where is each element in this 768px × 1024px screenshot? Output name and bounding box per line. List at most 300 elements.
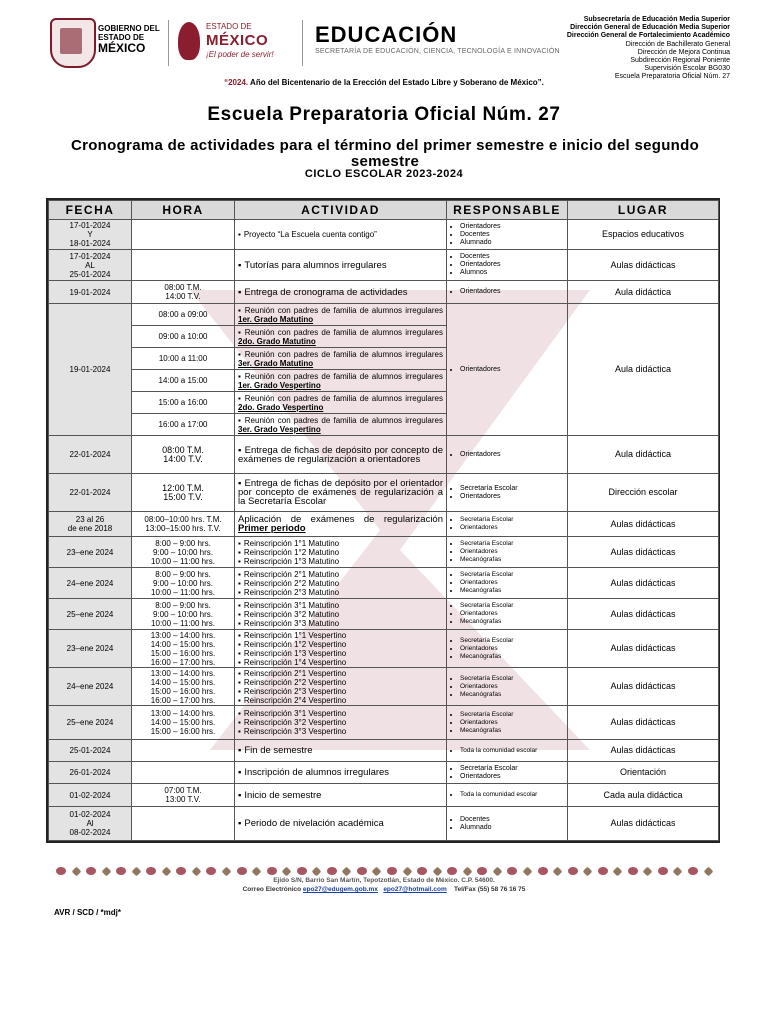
- cell-responsable: [447, 512, 568, 537]
- gob-line2: ESTADO DE: [98, 33, 145, 42]
- actividad-text: Reinscripción 3°2 Vespertino: [243, 718, 347, 727]
- table-row: [49, 281, 719, 304]
- fecha-line: 24–ene 2024: [66, 578, 114, 588]
- hora-line: 15:00 T.V.: [163, 491, 203, 502]
- actividad-line: [238, 658, 443, 667]
- ornament-icon: [507, 867, 517, 875]
- cell-fecha: [49, 281, 132, 304]
- responsable-list: [450, 516, 564, 532]
- cell-fecha: [49, 630, 132, 668]
- cell-fecha: [49, 436, 132, 474]
- col-header-fecha: FECHA: [49, 201, 132, 220]
- ornament-icon: [297, 867, 307, 875]
- ornament-icon: [538, 867, 548, 875]
- responsable-item: • Toda la comunidad escolar: [460, 791, 564, 799]
- fecha-line: AL: [85, 260, 95, 270]
- fecha-line: 19-01-2024: [69, 365, 111, 374]
- actividad-text: Reinscripción 2°2 Vespertino: [243, 677, 347, 687]
- ornament-icon: [568, 867, 578, 875]
- hora-line: 14:00 – 15:00 hrs.: [150, 677, 216, 687]
- actividad-text: Reinscripción 2°3 Vespertino: [243, 686, 347, 696]
- gob-line1: GOBIERNO DEL: [98, 24, 160, 33]
- actividad-line: [238, 394, 443, 412]
- actividad-text: Periodo de nivelación académica: [244, 818, 384, 829]
- hora-line: 09:00 a 10:00: [158, 332, 208, 341]
- cell-actividad: [235, 807, 447, 841]
- ornament-icon: [402, 866, 412, 876]
- estado-mark-icon: [178, 22, 200, 60]
- actividad-text: Reinscripción 2°3 Matutino: [243, 587, 340, 597]
- cell-hora: [132, 668, 235, 706]
- email-link-1[interactable]: epo27@edugem.gob.mx: [302, 886, 378, 893]
- responsable-item: • Orientadores: [460, 548, 564, 556]
- actividad-line: [238, 669, 443, 678]
- cell-hora: [132, 392, 235, 414]
- cell-responsable: [447, 220, 568, 250]
- hora-line: 13:00 – 14:00 hrs.: [150, 668, 216, 678]
- actividad-line: [238, 416, 443, 434]
- cell-fecha: [49, 668, 132, 706]
- responsable-list: [450, 711, 564, 735]
- cell-lugar: Aulas didácticas: [568, 250, 719, 281]
- actividad-group: 1er. Grado Vespertino: [238, 380, 321, 390]
- responsable-list: [450, 485, 564, 501]
- responsable-item: • Secretaría Escolar: [460, 711, 564, 719]
- ornament-icon: [357, 867, 367, 875]
- dep-line: Escuela Preparatoria Oficial Núm. 27: [614, 73, 730, 81]
- hora-line: 08:00 T.M.: [164, 283, 202, 292]
- fecha-line: 19-01-2024: [69, 287, 111, 297]
- ornament-icon: [658, 867, 668, 875]
- actividad-group: 2do. Grado Vespertino: [238, 402, 324, 412]
- school-title: Escuela Preparatoria Oficial Núm. 27: [207, 104, 561, 125]
- actividad-line: [238, 588, 443, 597]
- fecha-line: Y: [87, 230, 93, 239]
- responsable-item: • Mecanógrafas: [460, 556, 564, 564]
- col-header-lugar: LUGAR: [568, 201, 719, 220]
- cell-lugar: Aulas didácticas: [568, 568, 719, 599]
- actividad-line: [238, 479, 443, 506]
- cell-responsable: [447, 474, 568, 512]
- actividad-text: Reinscripción 3°1 Vespertino: [243, 709, 347, 718]
- actividad-text: Reinscripción 2°1 Vespertino: [243, 668, 347, 678]
- cell-hora: [132, 370, 235, 392]
- cell-lugar: Aula didáctica: [568, 304, 719, 436]
- actividad-text: Reinscripción 3°2 Matutino: [243, 609, 340, 619]
- actividad-line: [238, 261, 443, 270]
- actividad-line: [238, 570, 443, 579]
- cell-hora: [132, 762, 235, 784]
- actividad-text: Tutorías para alumnos irregulares: [244, 259, 387, 271]
- cell-fecha: [49, 537, 132, 568]
- actividad-text: Inicio de semestre: [244, 789, 322, 801]
- col-header-responsable: RESPONSABLE: [447, 201, 568, 220]
- hora-line: 14:00 – 15:00 hrs.: [150, 639, 216, 649]
- table-row: [49, 512, 719, 537]
- dep-line: Dirección General de Fortalecimiento Académico: [566, 32, 730, 40]
- responsable-item: • Orientadores: [460, 683, 564, 691]
- ornament-icon: [523, 866, 533, 876]
- email-link-2[interactable]: epo27@hotmail.com: [383, 886, 447, 893]
- table-row: [49, 474, 719, 512]
- responsable-item: • Orientadores: [460, 645, 564, 653]
- dep-line: Dirección General de Educación Media Superior: [570, 24, 730, 32]
- fecha-line: de ene 2018: [67, 524, 113, 533]
- ornament-icon: [432, 866, 442, 876]
- responsable-list: [450, 451, 564, 459]
- responsable-list: [450, 747, 564, 755]
- ornament-icon: [477, 867, 487, 875]
- responsable-item: • Secretaría Escolar: [460, 765, 564, 773]
- actividad-line: [238, 791, 443, 800]
- responsable-list: [450, 571, 564, 595]
- responsable-item: • Secretaría Escolar: [460, 675, 564, 683]
- col-header-hora: HORA: [132, 201, 235, 220]
- cell-responsable: [447, 784, 568, 807]
- cell-hora: [132, 630, 235, 668]
- footer-contact: [0, 886, 768, 893]
- fecha-line: 25–ene 2024: [66, 609, 114, 619]
- responsable-list: [450, 223, 564, 247]
- actividad-line: [238, 718, 443, 727]
- actividad-line: [238, 306, 443, 324]
- cell-actividad: [235, 436, 447, 474]
- cell-actividad: [235, 414, 447, 436]
- cell-hora: [132, 512, 235, 537]
- ornament-icon: [688, 867, 698, 875]
- ornament-icon: [237, 867, 247, 875]
- responsable-list: [450, 602, 564, 626]
- dependency-list: [490, 16, 730, 82]
- fecha-line: 25-01-2024: [69, 746, 111, 755]
- table-row: [49, 304, 719, 326]
- actividad-text: Reunión con padres de familia de alumnos irregulares: [244, 305, 443, 315]
- ornament-icon: [643, 866, 653, 876]
- cell-lugar: Aula didáctica: [568, 281, 719, 304]
- cell-actividad: [235, 599, 447, 630]
- responsable-item: • Mecanógrafas: [460, 653, 564, 661]
- fecha-line: 01-02-2024: [69, 810, 111, 819]
- cell-actividad: [235, 281, 447, 304]
- responsable-item: • Secretaría Escolar: [460, 602, 564, 610]
- actividad-line: [238, 746, 443, 755]
- hora-line: 08:00–10:00 hrs. T.M.: [144, 515, 222, 524]
- table-row: [49, 762, 719, 784]
- hora-line: 15:00 – 16:00 hrs.: [150, 727, 216, 736]
- cell-hora: [132, 537, 235, 568]
- hora-line: 14:00 T.V.: [163, 453, 203, 464]
- cell-hora: [132, 414, 235, 436]
- ornament-icon: [327, 867, 337, 875]
- hora-line: 14:00 a 15:00: [158, 376, 208, 385]
- hora-line: 8:00 – 9:00 hrs.: [155, 600, 211, 610]
- motto-year: “2024.: [224, 78, 249, 87]
- responsable-item: • Orientadores: [460, 261, 564, 269]
- cell-fecha: [49, 762, 132, 784]
- hora-line: 12:00 T.M.: [162, 482, 204, 493]
- cell-fecha: [49, 512, 132, 537]
- actividad-text: Reunión con padres de familia de alumnos irregulares: [244, 371, 443, 381]
- cell-responsable: [447, 762, 568, 784]
- cell-actividad: [235, 762, 447, 784]
- cell-lugar: Aulas didácticas: [568, 599, 719, 630]
- cell-fecha: [49, 740, 132, 762]
- responsable-list: [450, 540, 564, 564]
- motto-text: Año del Bicentenario de la Erección del Estado Libre y Soberano de México”.: [248, 78, 544, 87]
- author-initials: AVR / SCD / *mdj*: [54, 908, 121, 917]
- footer-ornament-band: [56, 864, 712, 878]
- hora-line: 9:00 – 10:00 hrs.: [152, 609, 214, 619]
- divider: [302, 20, 303, 66]
- ornament-icon: [583, 866, 593, 876]
- actividad-line: [238, 678, 443, 687]
- table-row: [49, 784, 719, 807]
- ornament-icon: [372, 866, 382, 876]
- edo-small: ESTADO DE: [206, 22, 252, 31]
- hora-line: 16:00 – 17:00 hrs.: [150, 695, 216, 705]
- ornament-icon: [342, 866, 352, 876]
- responsable-item: • Mecanógrafas: [460, 618, 564, 626]
- responsable-list: [450, 765, 564, 781]
- actividad-text: Reinscripción 1°3 Vespertino: [243, 648, 347, 658]
- cell-actividad: [235, 568, 447, 599]
- gob-line3: MÉXICO: [98, 41, 146, 55]
- table-row: [49, 630, 719, 668]
- hora-line: 13:00 – 14:00 hrs.: [150, 630, 216, 640]
- table-row: [49, 436, 719, 474]
- actividad-text: Reinscripción 2°2 Matutino: [243, 578, 340, 588]
- cell-hora: [132, 807, 235, 841]
- actividad-line: [238, 768, 443, 777]
- actividad-line: [238, 601, 443, 610]
- cell-actividad: [235, 740, 447, 762]
- ornament-icon: [71, 866, 81, 876]
- actividad-text: Reinscripción 2°4 Vespertino: [243, 695, 347, 705]
- actividad-group: 3er. Grado Vespertino: [238, 424, 321, 434]
- cell-responsable: [447, 281, 568, 304]
- cell-hora: [132, 326, 235, 348]
- actividad-line: [238, 230, 443, 239]
- school-cycle: CICLO ESCOLAR 2023-2024: [304, 168, 464, 180]
- ornament-icon: [206, 867, 216, 875]
- cell-lugar: Orientación: [568, 762, 719, 784]
- actividad-line: [238, 640, 443, 649]
- fecha-line: Al: [86, 819, 94, 828]
- cell-responsable: [447, 668, 568, 706]
- actividad-text: Reinscripción 1°3 Matutino: [243, 556, 340, 566]
- actividad-line: [238, 548, 443, 557]
- cell-hora: [132, 474, 235, 512]
- cell-lugar: Cada aula didáctica: [568, 784, 719, 807]
- cell-lugar: Aulas didácticas: [568, 512, 719, 537]
- ornament-icon: [492, 866, 502, 876]
- table-row: [49, 740, 719, 762]
- actividad-line: [238, 446, 443, 464]
- cell-responsable: [447, 537, 568, 568]
- responsable-item: • Alumnado: [460, 824, 564, 832]
- fecha-line: 23 al 26: [75, 515, 105, 524]
- fecha-line: 25–ene 2024: [66, 718, 114, 727]
- actividad-line: [238, 350, 443, 368]
- responsable-item: • Secretaría Escolar: [460, 540, 564, 548]
- hora-line: 13:00–15:00 hrs. T.V.: [145, 524, 221, 533]
- responsable-item: • Orientadores: [460, 524, 564, 532]
- cell-actividad: [235, 304, 447, 326]
- ornament-icon: [101, 866, 111, 876]
- cell-responsable: [447, 436, 568, 474]
- responsable-item: • Secretaría Escolar: [460, 485, 564, 493]
- hora-line: 14:00 – 15:00 hrs.: [150, 718, 216, 727]
- responsable-item: • Mecanógrafas: [460, 691, 564, 699]
- cell-lugar: Aulas didácticas: [568, 668, 719, 706]
- actividad-text: Reinscripción 3°1 Matutino: [243, 600, 340, 610]
- responsable-item: • Orientadores: [460, 579, 564, 587]
- fecha-line: 08-02-2024: [69, 828, 111, 837]
- responsable-item: • Orientadores: [460, 366, 564, 374]
- ornament-icon: [86, 867, 96, 875]
- hora-line: 08:00 a 09:00: [158, 310, 208, 319]
- cell-lugar: Dirección escolar: [568, 474, 719, 512]
- cell-fecha: [49, 807, 132, 841]
- responsable-list: [450, 253, 564, 277]
- fecha-line: 17-01-2024: [69, 251, 111, 261]
- cell-responsable: [447, 706, 568, 740]
- cell-hora: [132, 568, 235, 599]
- cell-actividad: [235, 706, 447, 740]
- actividad-line: [238, 372, 443, 390]
- table-row: [49, 537, 719, 568]
- dep-line: Dirección de Bachillerato General: [625, 40, 730, 48]
- responsable-list: [450, 288, 564, 296]
- cell-actividad: [235, 474, 447, 512]
- gobierno-logo-text: [98, 24, 160, 55]
- hora-line: 13:00 T.V.: [165, 795, 201, 804]
- actividad-line: [238, 579, 443, 588]
- actividad-text: Reunión con padres de familia de alumnos irregulares: [244, 415, 443, 425]
- ornament-icon: [553, 866, 563, 876]
- cell-lugar: Aulas didácticas: [568, 630, 719, 668]
- responsable-list: [450, 675, 564, 699]
- educacion-subtitle: SECRETARÍA DE EDUCACIÓN, CIENCIA, TECNOLOGÍA E INNOVACIÓN: [315, 48, 560, 55]
- actividad-line: [238, 515, 443, 533]
- cell-lugar: Aula didáctica: [568, 436, 719, 474]
- cell-hora: [132, 436, 235, 474]
- fecha-line: 18-01-2024: [69, 239, 111, 248]
- hora-line: 10:00 – 11:00 hrs.: [151, 618, 215, 628]
- ornament-icon: [191, 866, 201, 876]
- hora-line: 16:00 – 17:00 hrs.: [150, 657, 216, 667]
- responsable-list: [450, 637, 564, 661]
- hora-line: 16:00 a 17:00: [158, 420, 208, 429]
- actividad-text: Reinscripción 1°4 Vespertino: [243, 657, 347, 667]
- hora-line: 10:00 a 11:00: [158, 354, 208, 363]
- table-header-row: [49, 201, 719, 220]
- actividad-line: [238, 687, 443, 696]
- table-row: [49, 220, 719, 250]
- responsable-item: • Docentes: [460, 231, 564, 239]
- hora-line: 9:00 – 10:00 hrs.: [152, 547, 214, 557]
- actividad-group: 1er. Grado Matutino: [238, 314, 314, 324]
- cell-fecha: [49, 784, 132, 807]
- responsable-item: • Orientadores: [460, 610, 564, 618]
- hora-line: 15:00 a 16:00: [158, 398, 208, 407]
- cell-actividad: [235, 630, 447, 668]
- cell-actividad: [235, 370, 447, 392]
- cell-actividad: [235, 220, 447, 250]
- actividad-line: [238, 619, 443, 628]
- actividad-text: Reunión con padres de familia de alumnos irregulares: [244, 327, 443, 337]
- actividad-text: Reinscripción 3°3 Matutino: [243, 618, 340, 628]
- table-row: [49, 599, 719, 630]
- hora-line: 15:00 – 16:00 hrs.: [150, 686, 216, 696]
- responsable-item: • Alumnos: [460, 269, 564, 277]
- cell-actividad: [235, 784, 447, 807]
- actividad-line: [238, 610, 443, 619]
- col-header-actividad: ACTIVIDAD: [235, 201, 447, 220]
- ornament-icon: [387, 867, 397, 875]
- ornament-icon: [252, 866, 262, 876]
- cell-hora: [132, 304, 235, 326]
- actividad-text: Fin de semestre: [244, 745, 313, 756]
- actividad-line: [238, 819, 443, 828]
- cell-hora: [132, 220, 235, 250]
- hora-line: 10:00 – 11:00 hrs.: [151, 556, 215, 566]
- actividad-text: Entrega de cronograma de actividades: [244, 286, 408, 298]
- ornament-icon: [447, 867, 457, 875]
- responsable-item: • Alumnado: [460, 239, 564, 247]
- table-row: [49, 807, 719, 841]
- responsable-item: • Orientadores: [460, 719, 564, 727]
- cell-lugar: Aulas didácticas: [568, 807, 719, 841]
- responsable-item: • Orientadores: [460, 773, 564, 781]
- hora-line: 13:00 – 14:00 hrs.: [150, 709, 216, 718]
- actividad-text: Proyecto “La Escuela cuenta contigo”: [243, 230, 377, 239]
- email-label: Correo Electrónico: [242, 886, 302, 893]
- table-row: [49, 568, 719, 599]
- responsable-item: • Toda la comunidad escolar: [460, 747, 564, 755]
- actividad-line: [238, 631, 443, 640]
- ornament-icon: [312, 866, 322, 876]
- fecha-line: 22-01-2024: [69, 488, 111, 497]
- ornament-icon: [131, 866, 141, 876]
- responsable-item: • Orientadores: [460, 288, 564, 296]
- actividad-text: Reinscripción 1°1 Matutino: [243, 538, 340, 548]
- cell-responsable: [447, 250, 568, 281]
- state-seal-icon: [50, 18, 96, 68]
- cell-responsable: [447, 807, 568, 841]
- responsable-item: • Docentes: [460, 253, 564, 261]
- responsable-item: • Orientadores: [460, 223, 564, 231]
- hora-line: 8:00 – 9:00 hrs.: [155, 569, 211, 579]
- actividad-group: 3er. Grado Matutino: [238, 358, 314, 368]
- actividad-text: Entrega de fichas de depósito por concepto de exámenes de regularización a orientadores: [238, 444, 443, 465]
- responsable-item: • Mecanógrafas: [460, 587, 564, 595]
- ornament-icon: [628, 867, 638, 875]
- cell-actividad: [235, 348, 447, 370]
- ornament-icon: [598, 867, 608, 875]
- actividad-line: [238, 288, 443, 297]
- footer-address: Ejido S/N, Barrio San Martín, Tepotzotlán, Estado de México. C.P. 54600.: [273, 877, 495, 884]
- actividad-text: Reinscripción 1°1 Vespertino: [243, 630, 347, 640]
- actividad-text: Inscripción de alumnos irregulares: [244, 767, 390, 778]
- table-row: [49, 706, 719, 740]
- actividad-text: Reunión con padres de familia de alumnos irregulares: [244, 393, 443, 403]
- divider: [168, 20, 169, 66]
- fecha-line: 25-01-2024: [69, 269, 111, 279]
- ornament-icon: [176, 867, 186, 875]
- cell-fecha: [49, 220, 132, 250]
- hora-line: 8:00 – 9:00 hrs.: [155, 538, 211, 548]
